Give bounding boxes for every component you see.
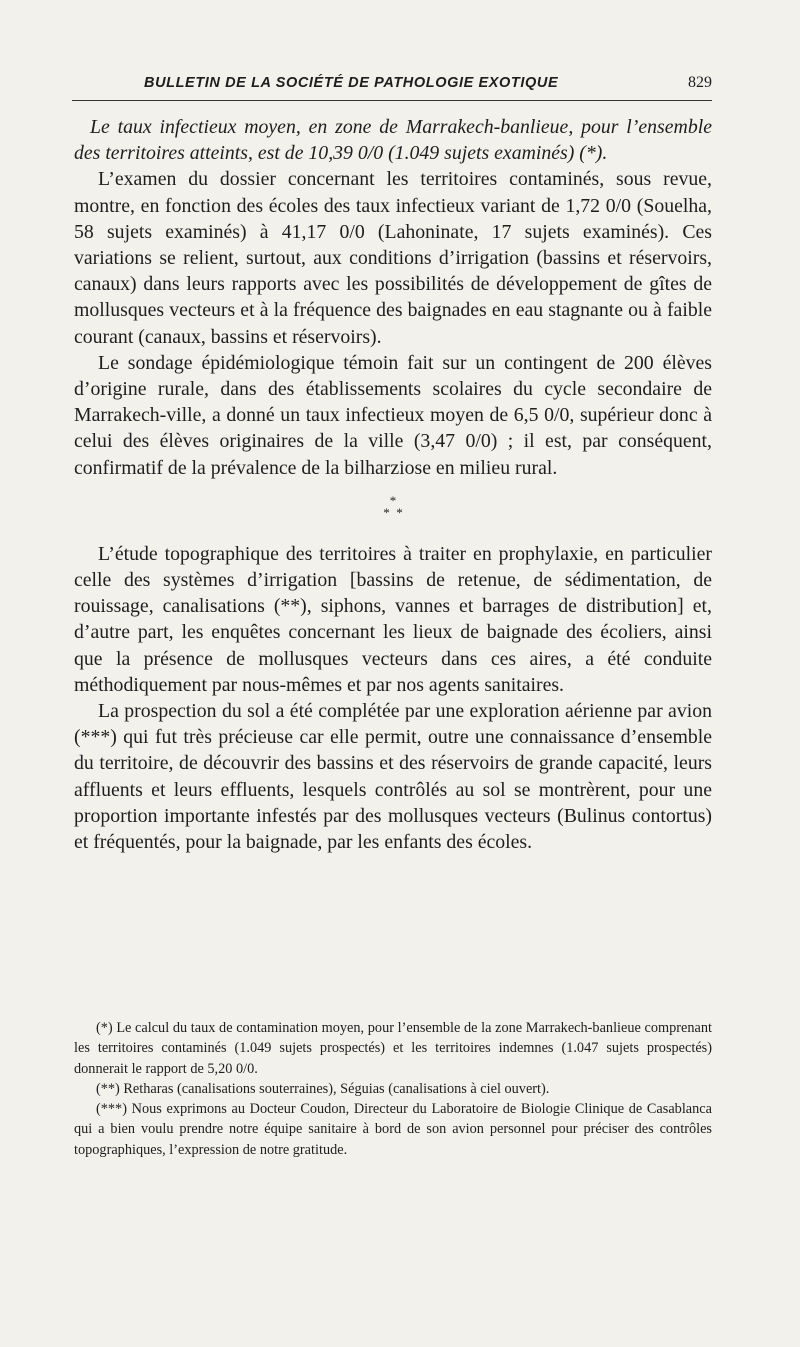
section-separator bbox=[74, 492, 712, 520]
running-header bbox=[72, 74, 712, 92]
asterism-bottom: * * bbox=[383, 504, 403, 520]
page-number: 829 bbox=[688, 74, 712, 91]
footnote-2: (**) Retharas (canalisations souterraines), Séguias (canalisations à ciel ouvert). bbox=[96, 1080, 550, 1097]
paragraph-aerial-survey: La prospection du sol a été complétée par une exploration aérienne par avion (***) qui fut très précieuse car elle permit, outre une connaissance d’ensemble du territoire, de découvrir des bassins et des réservoirs de grande capacité, leurs affluents et leurs effluents, lesquels contrôlés au sol se montrèrent, pour une proportion importante infestés par des mollusques vecteurs (Bulinus contortus) et fréquentés, pour la baignade, par les enfants des écoles. bbox=[74, 700, 712, 854]
paragraph-topographic-study: L’étude topographique des territoires à traiter en prophylaxie, en particulier celle des systèmes d’irrigation [bassins de retenue, de sédimentation, de rouissage, canalisations (**), siphons, vannes et barrages de distribution] et, d’autre part, les enquêtes concernant les lieux de baignade des écoliers, ainsi que la présence de mollusques vecteurs dans ces aires, a été conduite méthodiquement par nous-mêmes et par nos agents sanitaires. bbox=[74, 542, 712, 696]
header-rule bbox=[72, 100, 712, 101]
footnote-1: (*) Le calcul du taux de contamination moyen, pour l’ensemble de la zone Marrakech-banlieue comprenant les territoires contaminés (1.049 sujets prospectés) et les territoires indemnes (1.047 sujets prospectés) donnerait le rapport de 5,20 0/0. bbox=[74, 1020, 712, 1077]
paragraph-infection-rate: Le taux infectieux moyen, en zone de Marrakech-banlieue, pour l’ensemble des territoires atteints, est de 10,39 0/0 (1.049 sujets examinés) (*). bbox=[74, 116, 712, 165]
journal-title: BULLETIN DE LA SOCIÉTÉ DE PATHOLOGIE EXOTIQUE bbox=[144, 75, 559, 91]
main-text bbox=[74, 114, 712, 855]
footnote-3: (***) Nous exprimons au Docteur Coudon, Directeur du Laboratoire de Biologie Clinique de Casablanca qui a bien voulu prendre notre équipe sanitaire à bord de son avion personnel pour préciser des contrôles topographiques, l’expression de notre gratitude. bbox=[74, 1101, 712, 1158]
footnotes bbox=[74, 1018, 712, 1160]
asterism-top: * bbox=[389, 492, 397, 508]
paragraph-dossier-review: L’examen du dossier concernant les territoires contaminés, sous revue, montre, en fonction des écoles des taux infectieux variant de 1,72 0/0 (Souelha, 58 sujets examinés) à 41,17 0/0 (Lahoninate, 17 sujets examinés). Ces variations se relient, surtout, aux conditions d’irrigation (bassins et réservoirs, canaux) dans leurs rapports avec les possibilités de développement de gîtes de mollusques vecteurs et à la fréquence des baignades en eau stagnante ou à faible courant (canaux, bassins et réservoirs). bbox=[74, 168, 712, 348]
paragraph-control-survey: Le sondage épidémiologique témoin fait sur un contingent de 200 élèves d’origine rurale, dans des établissements scolaires du cycle secondaire de Marrakech-ville, a donné un taux infectieux moyen de 6,5 0/0, supérieur donc à celui des élèves originaires de la ville (3,47 0/0) ; il est, par conséquent, confirmatif de la prévalence de la bilharziose en milieu rural. bbox=[74, 351, 712, 479]
